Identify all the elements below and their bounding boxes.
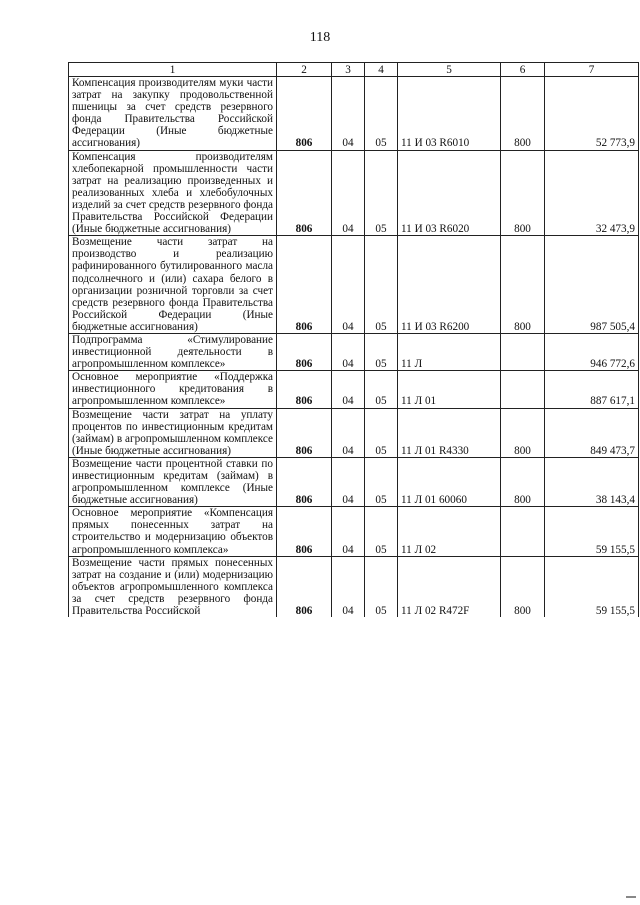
column-header: 1 [69, 63, 277, 77]
row-section: 04 [332, 333, 365, 370]
table-row [69, 333, 639, 370]
column-header: 7 [545, 63, 639, 77]
row-ministry-code: 806 [277, 457, 332, 506]
row-section: 04 [332, 457, 365, 506]
table-body [69, 77, 639, 618]
row-subsection: 05 [365, 408, 398, 457]
row-name: Основное мероприятие «Компенсация прямых понесенных затрат на строительство и модернизацию объектов агропромышленного комплекса» [69, 507, 277, 556]
row-amount: 59 155,5 [545, 507, 639, 556]
table-row [69, 371, 639, 408]
table-row [69, 236, 639, 334]
row-name: Компенсация производителям муки части затрат на закупку продовольственной пшеницы за счет средств резервного фонда Правительства Российской Федерации (Иные бюджетные ассигнования) [69, 77, 277, 151]
row-ministry-code: 806 [277, 333, 332, 370]
column-header: 6 [501, 63, 545, 77]
row-subsection: 05 [365, 507, 398, 556]
row-section: 04 [332, 507, 365, 556]
row-target-code: 11 Л 01 R4330 [398, 408, 501, 457]
row-amount: 38 143,4 [545, 457, 639, 506]
row-expense-type: 800 [501, 150, 545, 236]
table-row [69, 457, 639, 506]
row-section: 04 [332, 556, 365, 617]
row-section: 04 [332, 408, 365, 457]
row-name: Компенсация производителям хлебопекарной промышленности части затрат на реализацию произведенных и реализованных хлеба и хлебобулочных изделий за счет средств резервного фонда Правительства Российской Федерации (Иные бюджетные ассигнования) [69, 150, 277, 236]
row-name: Возмещение части прямых понесенных затрат на создание и (или) модернизацию объектов агропромышленного комплекса за счет средств резервного фонда Правительства Российской [69, 556, 277, 617]
row-amount: 59 155,5 [545, 556, 639, 617]
column-header: 4 [365, 63, 398, 77]
row-amount: 987 505,4 [545, 236, 639, 334]
row-ministry-code: 806 [277, 371, 332, 408]
column-header: 2 [277, 63, 332, 77]
row-amount: 52 773,9 [545, 77, 639, 151]
row-subsection: 05 [365, 556, 398, 617]
budget-table [68, 62, 639, 617]
column-header: 3 [332, 63, 365, 77]
row-target-code: 11 Л 02 R472F [398, 556, 501, 617]
row-ministry-code: 806 [277, 236, 332, 334]
row-expense-type [501, 507, 545, 556]
row-target-code: 11 Л 01 [398, 371, 501, 408]
row-section: 04 [332, 150, 365, 236]
table-row [69, 150, 639, 236]
row-ministry-code: 806 [277, 150, 332, 236]
table-row [69, 507, 639, 556]
row-subsection: 05 [365, 457, 398, 506]
row-ministry-code: 806 [277, 556, 332, 617]
table-row [69, 408, 639, 457]
row-target-code: 11 Л 01 60060 [398, 457, 501, 506]
row-subsection: 05 [365, 333, 398, 370]
row-name: Основное мероприятие «Поддержка инвестиционного кредитования в агропромышленном комплексе» [69, 371, 277, 408]
row-name: Возмещение части процентной ставки по инвестиционным кредитам (займам) в агропромышленном комплексе (Иные бюджетные ассигнования) [69, 457, 277, 506]
row-expense-type [501, 333, 545, 370]
page-number: 118 [309, 30, 331, 45]
table-row [69, 77, 639, 151]
row-ministry-code: 806 [277, 408, 332, 457]
row-subsection: 05 [365, 77, 398, 151]
header-row [69, 63, 639, 77]
row-target-code: 11 И 03 R6020 [398, 150, 501, 236]
row-target-code: 11 И 03 R6010 [398, 77, 501, 151]
row-expense-type: 800 [501, 77, 545, 151]
row-expense-type: 800 [501, 457, 545, 506]
row-expense-type: 800 [501, 556, 545, 617]
row-amount: 946 772,6 [545, 333, 639, 370]
row-amount: 887 617,1 [545, 371, 639, 408]
row-name: Возмещение части затрат на уплату процентов по инвестиционным кредитам (займам) в агропромышленном комплексе (Иные бюджетные ассигнования) [69, 408, 277, 457]
row-ministry-code: 806 [277, 507, 332, 556]
row-section: 04 [332, 77, 365, 151]
row-section: 04 [332, 371, 365, 408]
row-target-code: 11 Л [398, 333, 501, 370]
row-expense-type: 800 [501, 408, 545, 457]
row-subsection: 05 [365, 371, 398, 408]
row-amount: 32 473,9 [545, 150, 639, 236]
row-expense-type: 800 [501, 236, 545, 334]
page-edge-mark [626, 896, 636, 898]
row-subsection: 05 [365, 150, 398, 236]
row-expense-type [501, 371, 545, 408]
row-subsection: 05 [365, 236, 398, 334]
row-target-code: 11 Л 02 [398, 507, 501, 556]
column-header: 5 [398, 63, 501, 77]
row-section: 04 [332, 236, 365, 334]
row-name: Возмещение части затрат на производство и реализацию рафинированного бутилированного масла подсолнечного и (или) сахара белого в организации розничной торговли за счет средств резервного фонда Правительства Российской Федерации (Иные бюджетные ассигнования) [69, 236, 277, 334]
row-ministry-code: 806 [277, 77, 332, 151]
table-row [69, 556, 639, 617]
row-amount: 849 473,7 [545, 408, 639, 457]
row-target-code: 11 И 03 R6200 [398, 236, 501, 334]
row-name: Подпрограмма «Стимулирование инвестиционной деятельности в агропромышленном комплексе» [69, 333, 277, 370]
